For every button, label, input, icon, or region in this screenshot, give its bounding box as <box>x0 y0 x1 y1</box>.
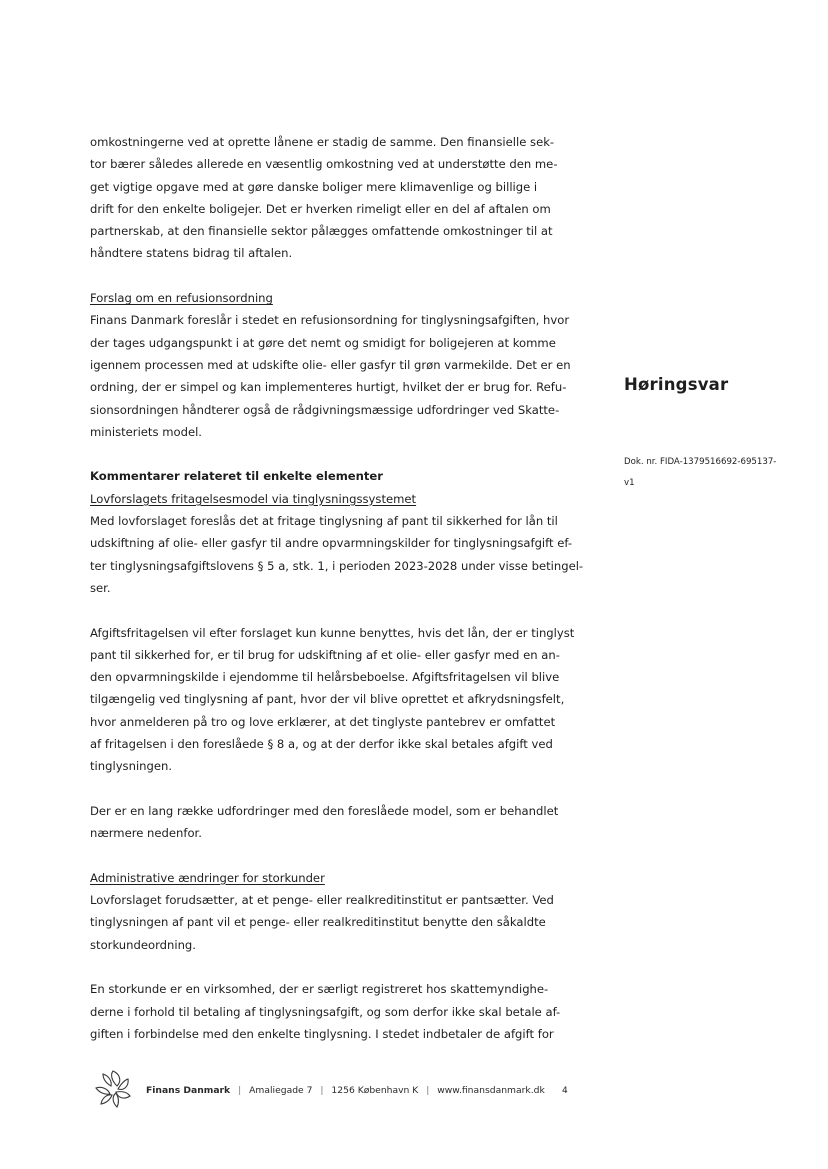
text-line: der tages udgangspunkt i at gøre det nemt og smidigt for boligejeren at komme <box>90 335 556 350</box>
text-line: En storkunde er en virksomhed, der er særligt registreret hos skattemyndighe- <box>90 982 549 997</box>
text-line: Afgiftsfritagelsen vil efter forslaget kun kunne benyttes, hvis det lån, der er tinglyst <box>90 625 575 640</box>
paragraph-afgiftsfritagelse <box>90 622 575 778</box>
text-line: nærmere nedenfor. <box>90 826 202 841</box>
document-reference <box>624 452 794 494</box>
doc-ref-line: Dok. nr. FIDA-1379516692-695137- <box>624 457 777 467</box>
paragraph-storkunde <box>90 978 572 1045</box>
text-line: ministeriets model. <box>90 424 202 439</box>
heading-admin: Administrative ændringer for storkunder <box>90 870 325 885</box>
footer-separator: | <box>426 1085 430 1096</box>
paragraph-fritagelse <box>90 510 584 599</box>
paragraph-cost <box>90 131 572 265</box>
footer-contact <box>146 1085 545 1096</box>
paragraph-refusion <box>90 309 572 443</box>
text-line: partnerskab, at den finansielle sektor pålægges omfattende omkostninger til at <box>90 224 553 239</box>
text-line: pant til sikkerhed for, er til brug for udskiftning af et olie- eller gasfyr med en an- <box>90 647 560 662</box>
text-line: giften i forbindelse med den enkelte tinglysning. I stedet indbetaler de afgift for <box>90 1026 554 1041</box>
text-line: storkundeordning. <box>90 937 196 952</box>
text-line: tinglysningen af pant vil et penge- eller realkreditinstitut benytte den såkaldte <box>90 915 546 930</box>
text-line: håndtere statens bidrag til aftalen. <box>90 246 293 261</box>
heading-refusion: Forslag om en refusionsordning <box>90 291 273 306</box>
text-line: ser. <box>90 580 111 595</box>
text-line: af fritagelsen i den foreslåede § 8 a, og at der derfor ikke skal betales afgift ved <box>90 737 553 752</box>
text-line: drift for den enkelte boligejer. Det er hverken rimeligt eller en del af aftalen om <box>90 201 551 216</box>
footer-city: 1256 København K <box>331 1085 419 1096</box>
footer-website-link[interactable]: www.finansdanmark.dk <box>437 1085 545 1096</box>
text-line: get vigtige opgave med at gøre danske boliger mere klimavenlige og billige i <box>90 179 538 194</box>
paragraph-storkunde-ordning <box>90 889 572 956</box>
text-line: ordning, der er simpel og kan implementeres hurtigt, hvilket der er brug for. Refu- <box>90 380 567 395</box>
heading-kommentarer: Kommentarer relateret til enkelte elementer <box>90 469 384 484</box>
text-line: Finans Danmark foreslår i stedet en refusionsordning for tinglysningsafgiften, hvor <box>90 313 570 328</box>
text-line: sionsordningen håndterer også de rådgivningsmæssige udfordringer ved Skatte- <box>90 402 560 417</box>
text-line: Lovforslaget forudsætter, at et penge- eller realkreditinstitut er pantsætter. Ved <box>90 893 554 908</box>
page-number: 4 <box>562 1086 568 1096</box>
text-line: den opvarmningskilde i ejendomme til helårsbeboelse. Afgiftsfritagelsen vil blive <box>90 670 560 685</box>
text-line: derne i forhold til betaling af tinglysningsafgift, og som derfor ikke skal betale af- <box>90 1004 561 1019</box>
footer-brand: Finans Danmark <box>146 1085 231 1096</box>
heading-fritagelse: Lovforslagets fritagelsesmodel via tinglysningssystemet <box>90 491 417 506</box>
text-line: tilgængelig ved tinglysning af pant, hvor der vil blive oprettet et afkrydsningsfelt, <box>90 692 565 707</box>
page-footer <box>92 1068 572 1112</box>
sidebar-title: Høringsvar <box>624 375 729 394</box>
text-line: tinglysningen. <box>90 759 173 774</box>
text-line: omkostningerne ved at oprette lånene er stadig de samme. Den finansielle sek- <box>90 135 555 149</box>
finans-danmark-logo-icon <box>92 1068 134 1110</box>
footer-separator: | <box>238 1085 242 1096</box>
paragraph-udfordringer <box>90 800 572 845</box>
doc-ref-line: v1 <box>624 478 635 488</box>
text-line: igennem processen med at udskifte olie- eller gasfyr til grøn varmekilde. Det er en <box>90 357 571 372</box>
footer-address: Amaliegade 7 <box>249 1085 313 1096</box>
text-line: Med lovforslaget foreslås det at fritage tinglysning af pant til sikkerhed for lån til <box>90 514 558 529</box>
text-line: ter tinglysningsafgiftslovens § 5 a, stk. 1, i perioden 2023-2028 under visse betingel- <box>90 558 584 573</box>
footer-separator: | <box>320 1085 324 1096</box>
text-line: tor bærer således allerede en væsentlig omkostning ved at understøtte den me- <box>90 157 558 172</box>
text-line: Der er en lang række udfordringer med den foreslåede model, som er behandlet <box>90 803 559 818</box>
text-line: hvor anmelderen på tro og love erklærer, at det tinglyste pantebrev er omfattet <box>90 714 556 729</box>
body-text <box>90 131 584 1045</box>
text-line: udskiftning af olie- eller gasfyr til andre opvarmningskilder for tinglysningsafgift ef- <box>90 536 573 551</box>
